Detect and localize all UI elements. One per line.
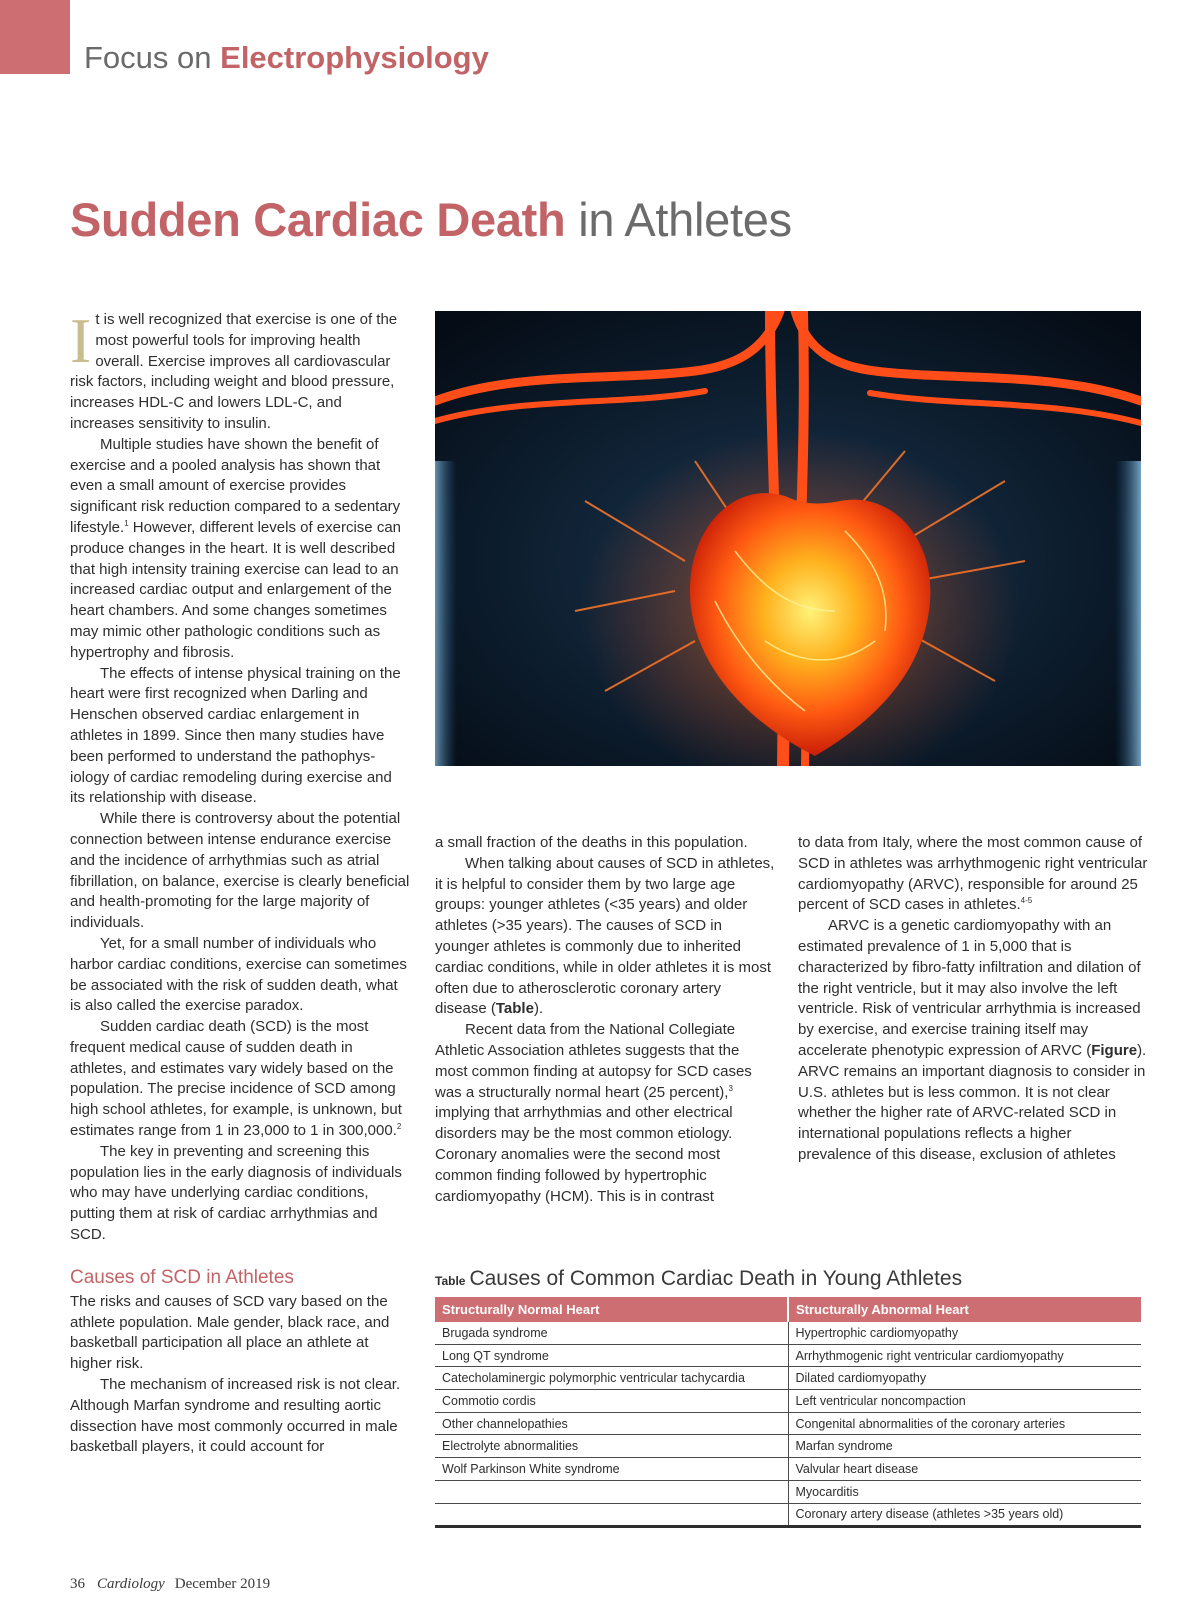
drop-cap: I [70,305,92,376]
table-title: Causes of Common Cardiac Death in Young Athletes [469,1267,963,1290]
table-row [435,1503,1141,1527]
table-header-normal: Structurally Normal Heart [435,1297,788,1322]
paragraph: Yet, for a small number of individuals who harbor cardiac conditions, exercise can sometimes be associated with the risk of sudden death, what is also called the exercise paradox. [70,934,407,1015]
table-row [435,1458,1141,1481]
table-row [435,1322,1141,1344]
section-header-prefix: Focus on [84,40,212,75]
paragraph [435,1020,775,1207]
table-label: Table [435,1274,466,1288]
reference-marker: 3 [728,1083,733,1093]
table-cell: Coronary artery disease (athletes >35 years old) [788,1503,1141,1527]
paragraph: The key in preventing and screening this population lies in the early diagnosis of individuals who may have underlying cardiac conditions, putting them at risk of cardiac arrhythmias and SCD. [70,1142,402,1244]
paragraph-text: When talking about causes of SCD in athletes, it is helpful to consider them by two large age groups: younger athletes (<35 years) and older athletes (>35 years). The causes of SCD in younger athletes is commonly due to inherited cardiac conditions, while in older athletes it is most often due to atherosclerotic coronary artery disease ( [435,854,775,1018]
reference-marker: 2 [396,1122,402,1132]
paragraph [70,435,410,664]
table-reference: Table [495,1000,534,1018]
table-cell: Marfan syndrome [788,1435,1141,1458]
paragraph-intro-text: t is well recognized that exercise is one of the most powerful tools for improving health overall. Exercise improves all cardiovascular risk factors, including weight and blood pressure, increases HDL-C and lowers LDL-C, and increases sensitivity to insulin. [70,311,398,432]
article-title-bold: Sudden Cardiac Death [70,193,566,246]
reference-marker: 4-5 [1020,896,1033,906]
paragraph-text: Sudden cardiac death (SCD) is the most frequent medical cause of sudden death in athletes, and estimates vary widely based on the population. The precise incidence of SCD among high school athletes, for example, is unknown, but estimates range from 1 in 23,000 to 1 in 300,000. [70,1018,402,1140]
table-cell: Brugada syndrome [435,1322,788,1344]
table-cell: Congenital abnormalities of the coronary arteries [788,1412,1141,1435]
page-footer [70,1576,270,1593]
table-cell: Left ventricular noncompaction [788,1390,1141,1413]
table-row [435,1344,1141,1367]
table-cell: Commotio cordis [435,1390,788,1413]
paragraph: The effects of intense physical training on the heart were first recognized when Darling and Henschen observed cardiac enlargement in athletes in 1899. Since then many studies have been performed to understand the pathophys-iology of cardiac remodeling during exercise and its relationship with disease. [70,664,401,807]
heart-illustration [435,311,1141,766]
paragraph [435,854,775,1020]
article-title-rest: in Athletes [578,193,792,246]
table-row [435,1480,1141,1503]
table-cell: Electrolyte abnormalities [435,1435,788,1458]
causes-table [435,1297,1141,1528]
table-cell: Other channelopathies [435,1412,788,1435]
page-number: 36 [70,1576,85,1592]
table-cell: Catecholaminergic polymorphic ventricular tachycardia [435,1367,788,1390]
paragraph-text: to data from Italy, where the most common cause of SCD in athletes was arrhythmogenic right ventricular cardiomyopathy (ARVC), responsible for around 25 percent of SCD cases in athletes. [798,834,1148,914]
paragraph-text: Multiple studies have shown the benefit of exercise and a pooled analysis has shown that even a small amount of exercise provides significant risk reduction compared to a sedentary lifestyle. [70,435,401,536]
paragraph: The risks and causes of SCD vary based on the athlete population. Male gender, black race, and basketball participation all place an athlete at higher risk. [70,1292,390,1373]
table-row [435,1367,1141,1390]
heart-illustration-art [435,311,1141,766]
issue-date: December 2019 [174,1576,271,1592]
paragraph-text: Recent data from the National Collegiate Athletic Association athletes suggests that the most common finding at autopsy for SCD cases was a structurally normal heart (25 percent), [435,1021,752,1101]
table-header-abnormal: Structurally Abnormal Heart [788,1297,1141,1322]
article-column-middle [435,833,775,1207]
table-header-row [435,1297,1141,1322]
paragraph: While there is controversy about the potential connection between intense endurance exercise and the incidence of arrhythmias such as atrial fibrillation, on balance, exercise is clearly beneficial and health-promoting for the large majority of individuals. [70,810,410,932]
table-row [435,1412,1141,1435]
table-cell: Valvular heart disease [788,1458,1141,1481]
table-cell: Long QT syndrome [435,1344,788,1367]
table-row [435,1390,1141,1413]
section-header [84,40,489,76]
paragraph: The mechanism of increased risk is not clear. Although Marfan syndrome and resulting aortic dissection have most commonly occurred in male basketball players, it could account for [70,1376,401,1456]
section-header-topic: Electrophysiology [220,40,489,75]
table-cell [435,1480,788,1503]
paragraph [70,1017,410,1142]
causes-table-block [435,1267,1141,1528]
article-title [70,192,792,247]
paragraph-text: implying that arrhythmias and other electrical disorders may be the most common etiology. Coronary anomalies were the second most common finding followed by hypertrophic cardiomyopathy (HCM). This is in contrast [435,1104,733,1205]
subheading-causes: Causes of SCD in Athletes [70,1266,294,1288]
article-column-right [798,833,1148,1166]
publication-name: Cardiology [97,1576,165,1592]
paragraph-text: ). ARVC remains an important diagnosis to consider in U.S. athletes but is less common. It is not clear whether the higher rate of ARVC-related SCD in international populations reflects a higher prevalence of this disease, exclusion of athletes [798,1041,1147,1163]
table-cell [435,1503,788,1527]
paragraph-text: ARVC is a genetic cardiomyopathy with an estimated prevalence of 1 in 5,000 that is characterized by fibro-fatty infiltration and dilation of the right ventricle, but it may also involve the left ventricle. Risk of ventricular arrhythmia is increased by exercise, and exercise training itself may accelerate phenotypic expression of ARVC ( [798,917,1141,1059]
paragraph: a small fraction of the deaths in this population. [435,834,748,851]
paragraph [798,916,1148,1166]
table-cell: Hypertrophic cardiomyopathy [788,1322,1141,1344]
table-cell: Wolf Parkinson White syndrome [435,1458,788,1481]
paragraph-intro [70,305,410,435]
table-cell: Dilated cardiomyopathy [788,1367,1141,1390]
paragraph [798,833,1148,916]
corner-color-block [0,0,70,74]
reference-marker: 1 [124,518,129,528]
table-cell: Myocarditis [788,1480,1141,1503]
paragraph-text: However, different levels of exercise can produce changes in the heart. It is well described that high intensity training exercise can lead to an increased cardiac output and enlargement of the heart chambers. And some changes sometimes may mimic other pathologic conditions such as hypertrophy and fibrosis. [70,518,401,661]
article-column-left [70,305,410,1458]
table-caption [435,1267,1141,1291]
table-cell: Arrhythmogenic right ventricular cardiomyopathy [788,1344,1141,1367]
figure-reference: Figure [1091,1041,1138,1059]
paragraph-text: ). [533,1000,544,1018]
table-row [435,1435,1141,1458]
